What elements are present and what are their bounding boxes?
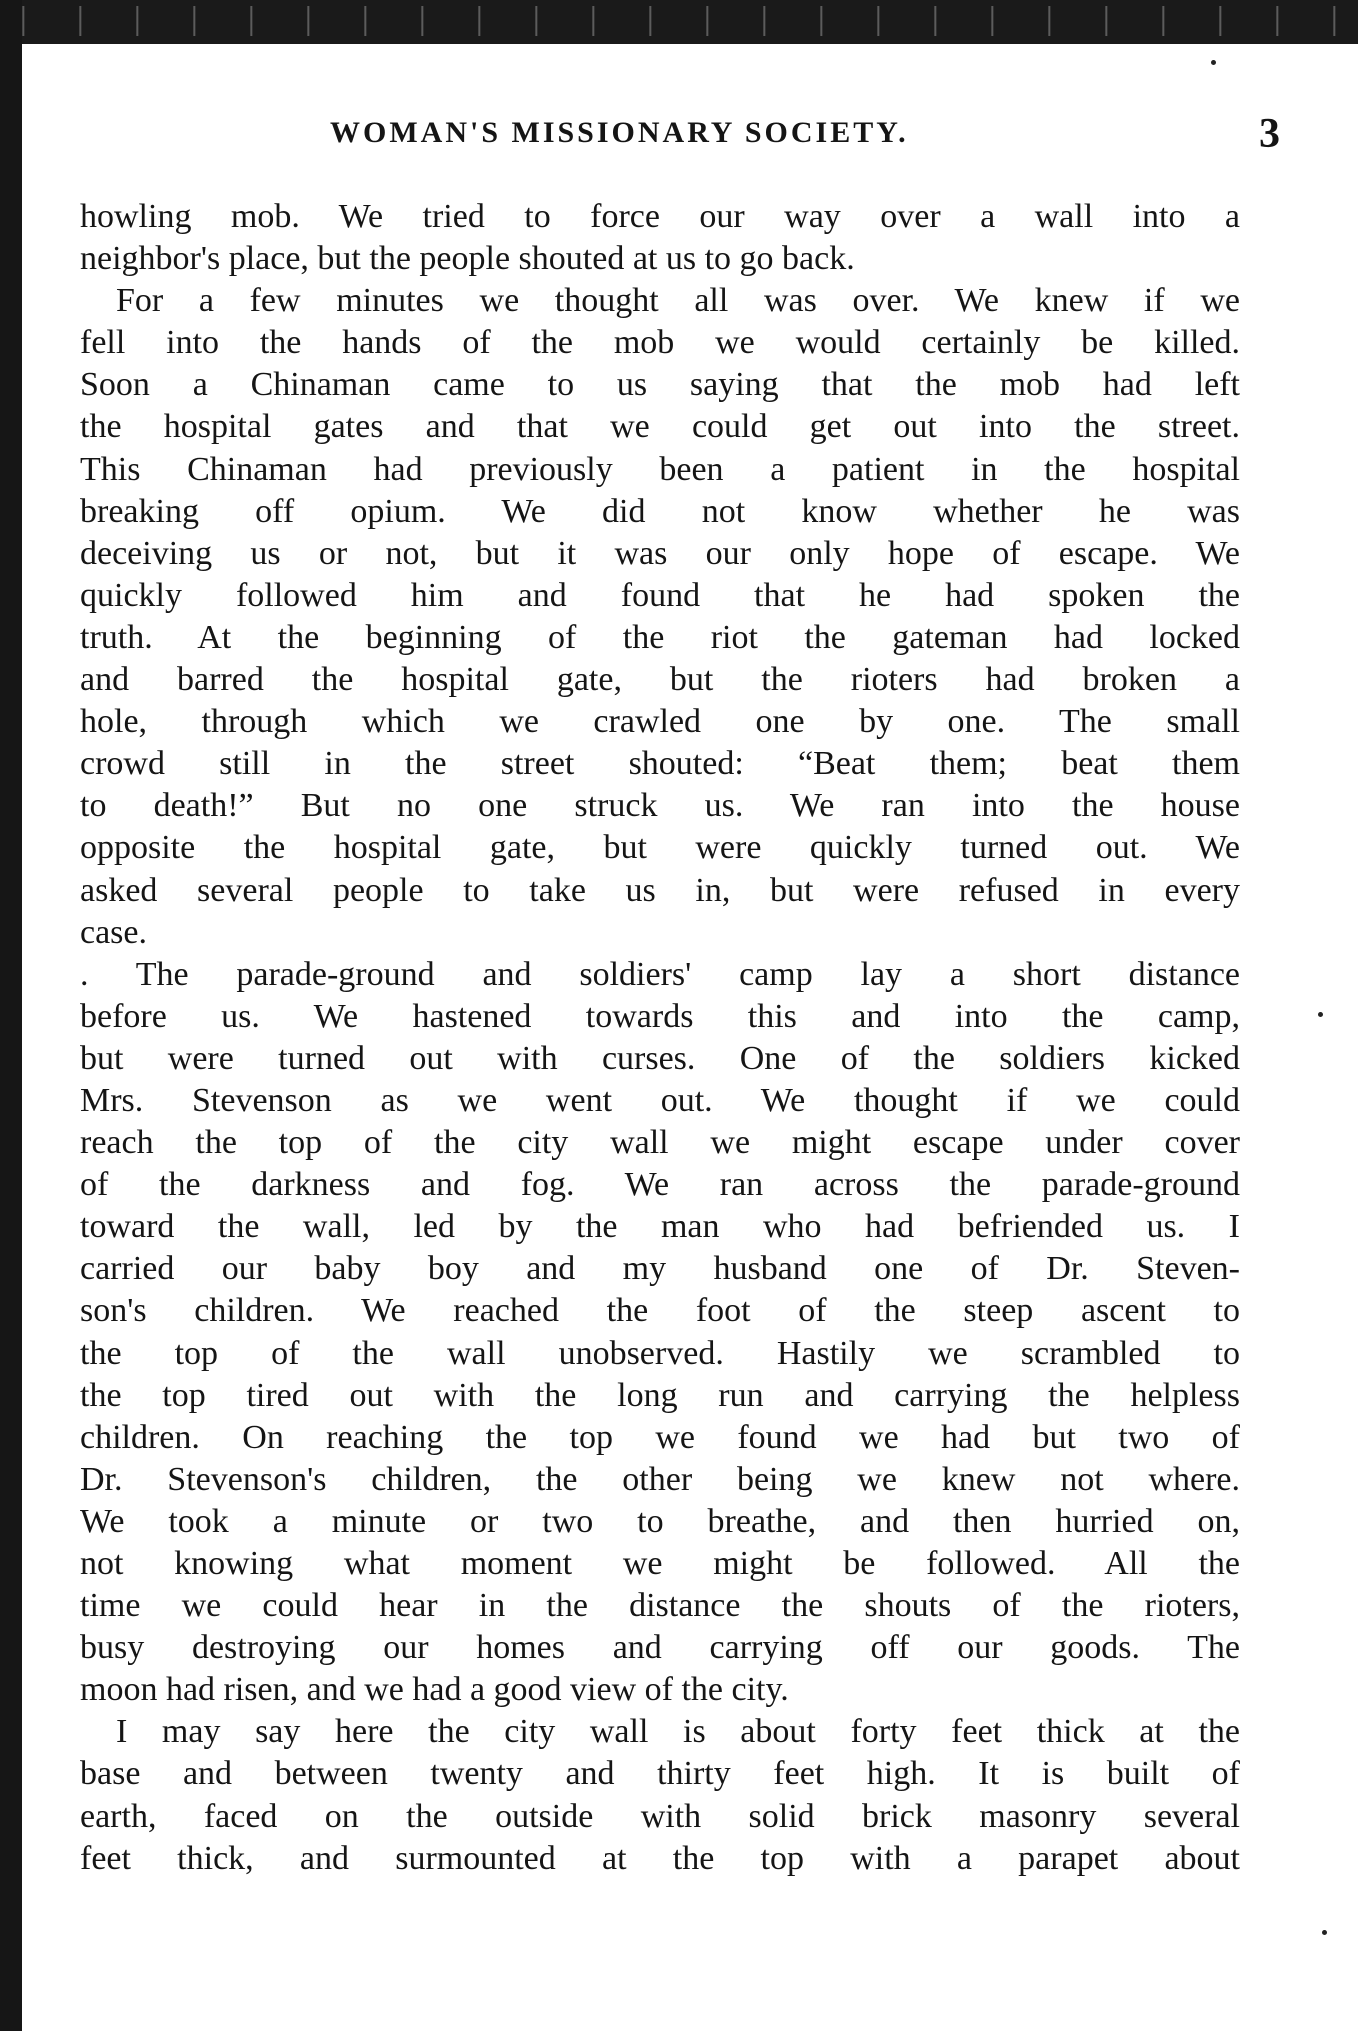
scan-speck [1322, 1930, 1327, 1935]
text-line: of the darkness and fog. We ran across the parade-ground [80, 1166, 1240, 1204]
text-line: breaking off opium. We did not know whether he was [80, 492, 1240, 530]
text-line: Dr. Stevenson's children, the other being we knew not where. [80, 1460, 1240, 1498]
text-line: not knowing what moment we might be followed. All the [80, 1545, 1240, 1582]
text-line: For a few minutes we thought all was over. We knew if we [116, 282, 1240, 320]
scan-top-border [0, 0, 1358, 44]
text-line: deceiving us or not, but it was our only hope of escape. We [80, 534, 1240, 572]
text-line: asked several people to take us in, but were refused in every [80, 871, 1240, 909]
scan-noise [0, 6, 1358, 36]
text-line: Soon a Chinaman came to us saying that the mob had left [80, 366, 1240, 404]
text-line: truth. At the beginning of the riot the gateman had locked [80, 618, 1240, 656]
running-head: WOMAN'S MISSIONARY SOCIETY. [330, 116, 909, 149]
scan-left-border [0, 0, 22, 2031]
text-line: case. [80, 913, 148, 951]
text-line: and barred the hospital gate, but the rioters had broken a [80, 661, 1240, 699]
text-line: reach the top of the city wall we might escape under cover [80, 1124, 1240, 1162]
text-line: the top tired out with the long run and carrying the helpless [80, 1376, 1240, 1414]
text-line: . The parade-ground and soldiers' camp lay a short distance [80, 955, 1240, 993]
text-line: feet thick, and surmounted at the top with a parapet about [80, 1839, 1240, 1877]
text-line: opposite the hospital gate, but were quickly turned out. We [80, 829, 1240, 867]
text-line: to death!” But no one struck us. We ran into the house [80, 787, 1240, 825]
text-line: moon had risen, and we had a good view of the city. [80, 1671, 789, 1709]
text-line: Mrs. Stevenson as we went out. We thought if we could [80, 1081, 1240, 1119]
text-line: busy destroying our homes and carrying off our goods. The [80, 1629, 1240, 1667]
text-line: son's children. We reached the foot of the steep ascent to [80, 1292, 1240, 1330]
text-line: base and between twenty and thirty feet high. It is built of [80, 1755, 1240, 1793]
text-line: crowd still in the street shouted: “Beat them; beat them [80, 745, 1240, 783]
scan-speck [1318, 1012, 1323, 1017]
text-line: toward the wall, led by the man who had befriended us. I [80, 1208, 1240, 1246]
text-line: children. On reaching the top we found we had but two of [80, 1418, 1240, 1456]
text-line: the hospital gates and that we could get out into the street. [80, 408, 1240, 446]
text-line: but were turned out with curses. One of the soldiers kicked [80, 1039, 1240, 1077]
text-line: hole, through which we crawled one by one. The small [80, 703, 1240, 741]
text-line: carried our baby boy and my husband one of Dr. Steven- [80, 1250, 1240, 1288]
text-line: This Chinaman had previously been a patient in the hospital [80, 450, 1240, 488]
page-number: 3 [1259, 111, 1280, 157]
scan-speck [1211, 60, 1216, 65]
text-line: quickly followed him and found that he had spoken the [80, 576, 1240, 614]
text-line: howling mob. We tried to force our way over a wall into a [80, 198, 1240, 235]
text-line: the top of the wall unobserved. Hastily we scrambled to [80, 1334, 1240, 1372]
text-line: earth, faced on the outside with solid brick masonry several [80, 1797, 1240, 1835]
text-line: We took a minute or two to breathe, and then hurried on, [80, 1502, 1240, 1540]
text-line: I may say here the city wall is about forty feet thick at the [116, 1713, 1240, 1751]
text-line: neighbor's place, but the people shouted at us to go back. [80, 240, 855, 278]
text-line: before us. We hastened towards this and into the camp, [80, 997, 1240, 1035]
page-header [330, 110, 1280, 160]
text-line: time we could hear in the distance the shouts of the rioters, [80, 1587, 1240, 1625]
text-line: fell into the hands of the mob we would certainly be killed. [80, 324, 1240, 362]
body-text [80, 196, 1240, 1880]
